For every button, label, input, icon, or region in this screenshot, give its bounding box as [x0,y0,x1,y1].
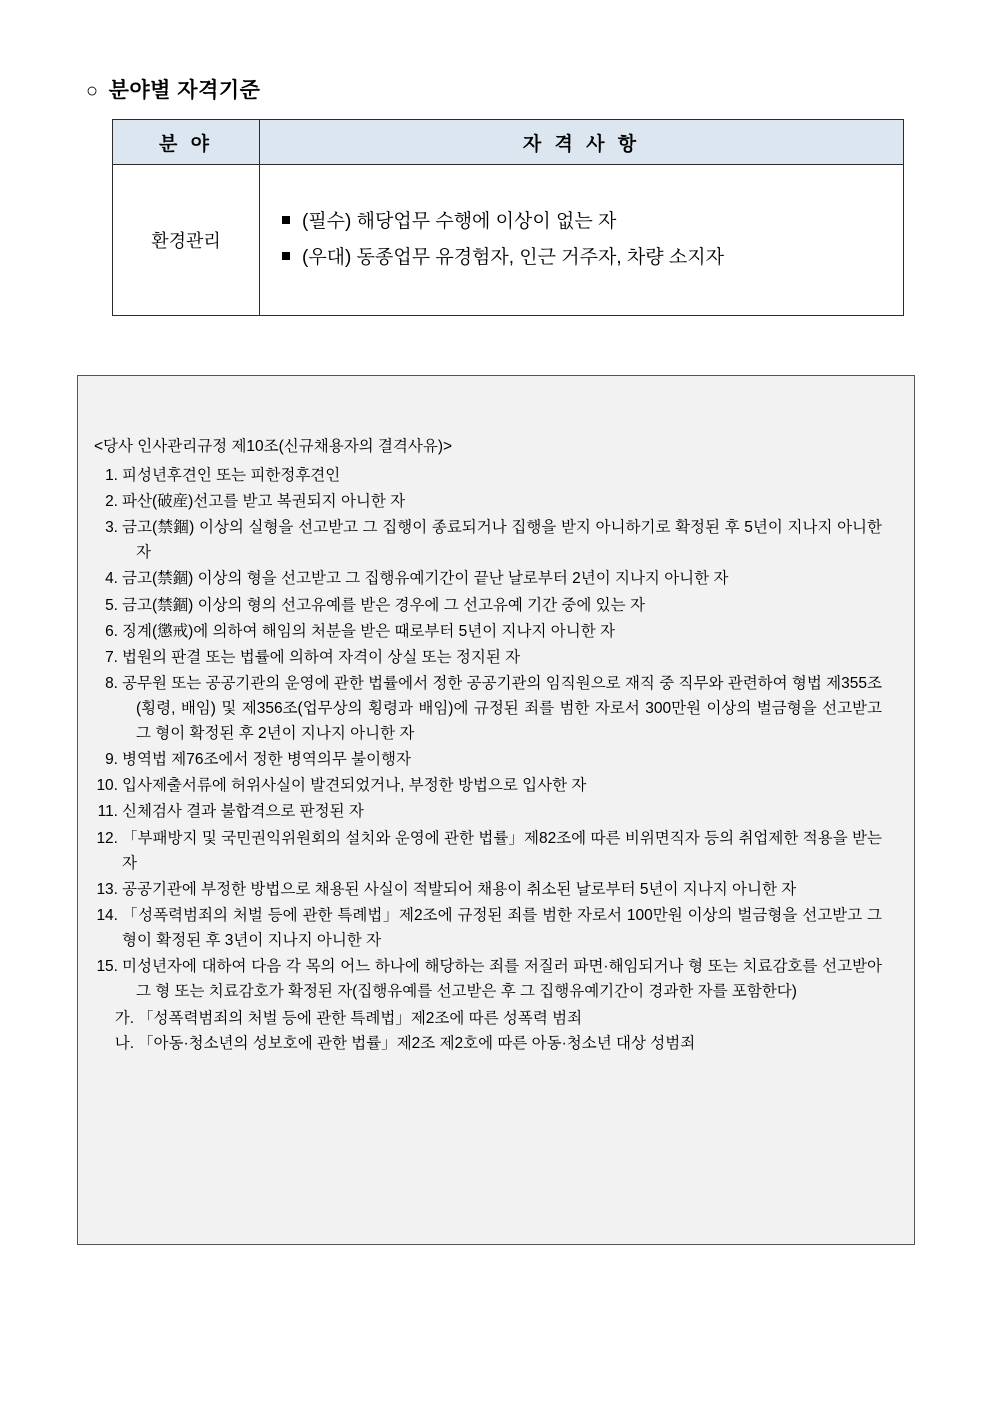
list-item-number: 10. [96,777,118,795]
list-item-text: 법원의 판결 또는 법률에 의하여 자격이 상실 또는 정지된 자 [122,648,521,666]
list-item-text: 파산(破産)선고를 받고 복권되지 아니한 자 [122,493,406,511]
list-item [88,773,886,798]
list-item-text: 입사제출서류에 허위사실이 발견되었거나, 부정한 방법으로 입사한 자 [122,777,587,795]
list-item-number: 3. [105,519,118,537]
list-item-number: 7. [105,648,118,666]
list-item [88,619,886,644]
list-item-text: 미성년자에 대하여 다음 각 목의 어느 하나에 해당하는 죄를 저질러 파면·해임되거나 형 또는 치료감호를 선고받아 그 형 또는 치료감호가 확정된 자(집행유예를 선고받은 후 그 집행유예기간이 경과한 자를 포함한다) [122,958,882,1001]
list-item-text: 피성년후견인 또는 피한정후견인 [122,467,341,484]
sub-item-text: 「성폭력범죄의 처벌 등에 관한 특례법」제2조에 따른 성폭력 범죄 [138,1010,583,1028]
circle-bullet-icon: ○ [86,80,99,102]
qualification-table [112,119,904,316]
requirement-text: (필수) 해당업무 수행에 이상이 없는 자 [302,210,617,232]
page-title-text: 분야별 자격기준 [108,79,261,102]
list-item [88,747,886,772]
list-item-number: 6. [105,622,118,640]
sub-item-number: 가. [114,1010,134,1028]
list-item-number: 5. [105,596,118,614]
list-item [88,799,886,824]
list-item-text: 징계(懲戒)에 의하여 해임의 처분을 받은 때로부터 5년이 지나지 아니한 자 [122,622,615,640]
list-item-text: 금고(禁錮) 이상의 형의 선고유예를 받은 경우에 그 선고유예 기간 중에 있는 자 [122,596,645,614]
column-header-detail: 자 격 사 항 [260,120,904,165]
list-item-number: 4. [105,570,118,588]
list-item-number: 12. [96,829,118,847]
cell-qualification-details [260,165,904,316]
table-body [113,165,904,316]
page-title [86,74,260,104]
list-item-text: 「성폭력범죄의 처벌 등에 관한 특례법」제2조에 규정된 죄를 범한 자로서 100만원 이상의 벌금형을 선고받고 그 형이 확정된 후 3년이 지나지 아니한 자 [122,906,882,949]
list-item-number: 14. [96,906,118,924]
list-item [88,903,886,953]
notice-title: <당사 인사관리규정 제10조(신규채용자의 결격사유)> [94,438,453,455]
sub-item-number: 나. [114,1035,134,1053]
list-item-number: 11. [97,803,118,821]
square-bullet-icon [282,216,290,224]
list-item [88,463,886,488]
list-item [88,826,886,876]
square-bullet-icon [282,252,290,260]
sub-item-text: 「아동·청소년의 성보호에 관한 법률」제2조 제2호에 따른 아동·청소년 대상 성범죄 [138,1035,696,1053]
list-item [88,1031,886,1056]
column-header-field: 분 야 [113,120,260,165]
list-item [282,204,893,240]
list-item [88,1006,886,1031]
list-item [88,645,886,670]
list-item [88,566,886,591]
list-item-number: 2. [105,493,118,511]
list-item-text: 「부패방지 및 국민권익위원회의 설치와 운영에 관한 법률」제82조에 따른 비위면직자 등의 취업제한 적용을 받는 자 [122,829,882,872]
list-item [88,489,886,514]
list-item-text: 신체검사 결과 불합격으로 판정된 자 [122,803,364,821]
list-item-number: 9. [105,751,118,769]
list-item [88,593,886,618]
disqualification-list [88,463,886,1004]
list-item-text: 병역법 제76조에서 정한 병역의무 불이행자 [122,751,412,769]
list-item [88,954,886,1004]
list-item-number: 15. [96,958,118,976]
list-item-text: 공공기관에 부정한 방법으로 채용된 사실이 적발되어 채용이 취소된 날로부터 5년이 지나지 아니한 자 [122,880,797,898]
list-item [282,240,893,276]
list-item [88,671,886,746]
table-row [113,165,904,316]
list-item-text: 금고(禁錮) 이상의 실형을 선고받고 그 집행이 종료되거나 집행을 받지 아니하기로 확정된 후 5년이 지나지 아니한 자 [122,519,882,562]
list-item-text: 공무원 또는 공공기관의 운영에 관한 법률에서 정한 공공기관의 임직원으로 재직 중 직무와 관련하여 형법 제355조(횡령, 배임) 및 제356조(업무상의 횡령과 배임)에 규정된 죄를 범한 자로서 300만원 이상의 벌금형을 선고받고 그 형이 확정된 후 2년이 지나지 아니한 자 [122,674,882,743]
list-item-number: 8. [105,674,118,692]
requirement-text: (우대) 동종업무 유경험자, 인근 거주자, 차량 소지자 [302,247,724,268]
cell-field-name: 환경관리 [113,165,260,316]
list-item-number: 13. [96,880,118,898]
table-header-row [113,120,904,165]
list-item [88,515,886,565]
table-header [113,120,904,165]
list-item-number: 1. [105,467,118,484]
list-item [88,877,886,902]
disqualification-sub-list [88,1006,886,1056]
disqualification-notice-box [77,375,915,1245]
list-item-text: 금고(禁錮) 이상의 형을 선고받고 그 집행유예기간이 끝난 날로부터 2년이 지나지 아니한 자 [122,570,729,588]
